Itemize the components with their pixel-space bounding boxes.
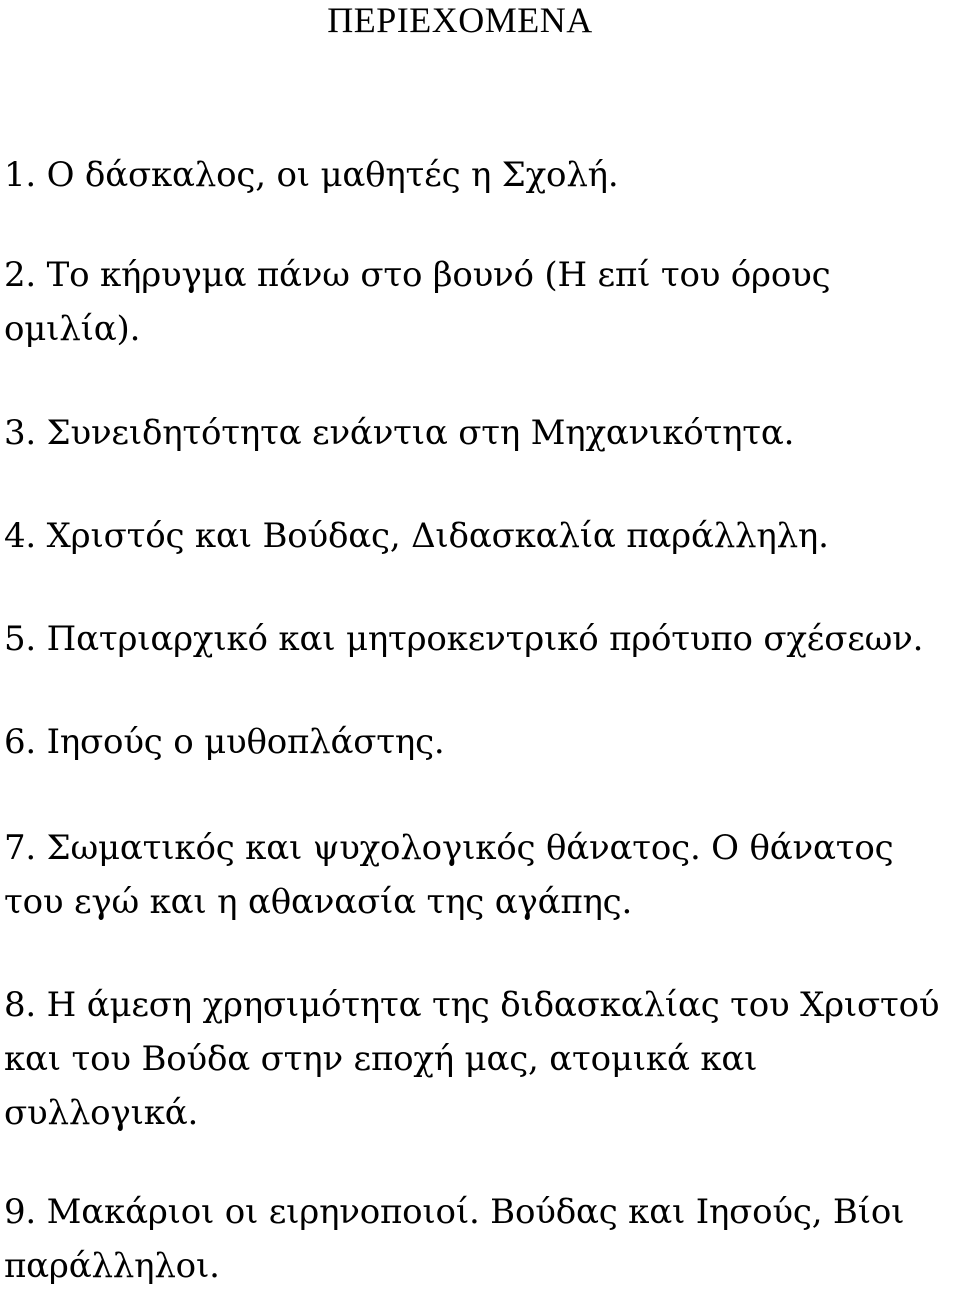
toc-item-line: 9. Μακάριοι οι ειρηνοποιοί. Βούδας και Ιησούς, Βίοι [4, 1192, 905, 1232]
toc-item-line: του εγώ και η αθανασία της αγάπης. [4, 882, 633, 922]
toc-item-line: 7. Σωματικός και ψυχολογικός θάνατος. Ο θάνατος [4, 828, 894, 868]
toc-item-line: παράλληλοι. [4, 1246, 220, 1286]
page-title: ΠΕΡΙΕΧΟΜΕΝΑ [327, 0, 593, 40]
toc-item-line: 3. Συνειδητότητα ενάντια στη Μηχανικότητα. [4, 413, 795, 453]
toc-item-5 [4, 612, 960, 666]
toc-item-2 [4, 248, 960, 356]
toc-item-6 [4, 715, 960, 769]
toc-item-line: 8. Η άμεση χρησιμότητα της διδασκαλίας του Χριστού [4, 985, 940, 1025]
toc-item-4 [4, 509, 960, 563]
toc-item-7 [4, 821, 960, 929]
toc-item-1 [4, 148, 960, 202]
toc-item-line: συλλογικά. [4, 1093, 199, 1133]
toc-item-line: 2. Το κήρυγμα πάνω στο βουνό (Η επί του όρους [4, 255, 831, 295]
toc-item-line: 5. Πατριαρχικό και μητροκεντρικό πρότυπο σχέσεων. [4, 619, 924, 659]
toc-item-line: 4. Χριστός και Βούδας, Διδασκαλία παράλληλη. [4, 516, 829, 556]
toc-item-3 [4, 406, 960, 460]
toc-item-line: 1. Ο δάσκαλος, οι μαθητές η Σχολή. [4, 155, 619, 195]
toc-item-line: 6. Ιησούς ο μυθοπλάστης. [4, 722, 445, 762]
toc-item-line: και του Βούδα στην εποχή μας, ατομικά και [4, 1039, 758, 1079]
toc-item-line: ομιλία). [4, 309, 141, 349]
toc-item-8 [4, 978, 960, 1140]
toc-item-9 [4, 1185, 960, 1293]
